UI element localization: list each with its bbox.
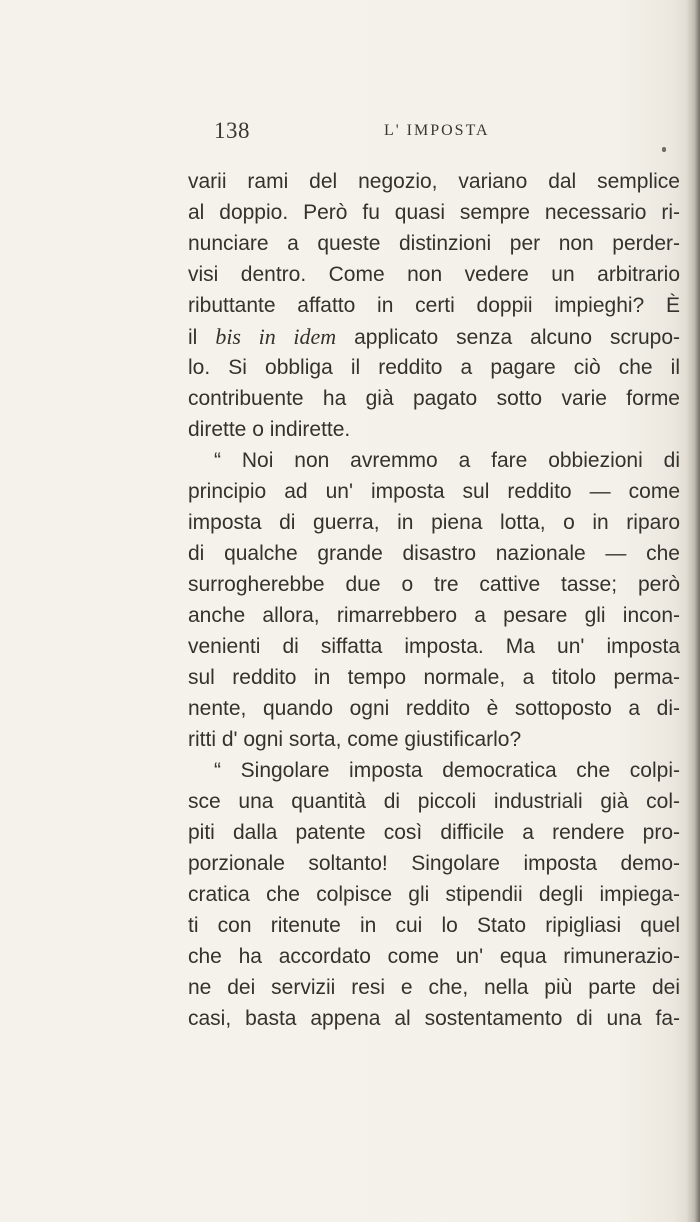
running-head	[188, 118, 680, 148]
text-line: sul reddito in tempo normale, a titolo perma-	[188, 666, 680, 689]
text-line: nente, quando ogni reddito è sottoposto a di-	[188, 697, 680, 720]
italic-phrase: bis in idem	[215, 324, 337, 349]
text-line: visi dentro. Come non vedere un arbitrario	[188, 263, 680, 286]
text-segment: applicato senza alcuno scrupo-	[336, 326, 680, 349]
text-line: ne dei servizii resi e che, nella più parte dei	[188, 976, 680, 999]
ink-speck	[662, 147, 666, 152]
text-line: che ha accordato come un' equa rimunerazio-	[188, 945, 680, 968]
text-line: al doppio. Però fu quasi sempre necessario ri-	[188, 201, 680, 224]
text-line: anche allora, rimarrebbero a pesare gli incon-	[188, 604, 680, 627]
text-line: di qualche grande disastro nazionale — che	[188, 542, 680, 565]
text-line: principio ad un' imposta sul reddito — come	[188, 480, 680, 503]
paragraph-end-line: dirette o indirette.	[188, 418, 351, 441]
text-line: casi, basta appena al sostentamento di una fa-	[188, 1007, 680, 1030]
text-line: piti dalla patente così difficile a rendere pro-	[188, 821, 680, 844]
text-line: surrogherebbe due o tre cattive tasse; però	[188, 573, 680, 596]
text-segment: il	[188, 326, 216, 349]
text-line: venienti di siffatta imposta. Ma un' imposta	[188, 635, 680, 658]
paragraph-start-line: “ Singolare imposta democratica che colpi-	[214, 759, 680, 782]
text-line: lo. Si obbliga il reddito a pagare ciò che il	[188, 356, 680, 379]
text-line: sce una quantità di piccoli industriali già col-	[188, 790, 680, 813]
text-line	[188, 321, 680, 352]
paragraph-end-line: ritti d' ogni sorta, come giustificarlo?	[188, 728, 522, 751]
page-number: 138	[214, 118, 250, 143]
running-title: L' IMPOSTA	[384, 122, 490, 139]
text-line: cratica che colpisce gli stipendii degli impiega-	[188, 883, 680, 906]
text-line: porzionale soltanto! Singolare imposta demo-	[188, 852, 680, 875]
text-line: varii rami del negozio, variano dal semplice	[188, 170, 680, 193]
paragraph-start-line: “ Noi non avremmo a fare obbiezioni di	[214, 449, 680, 472]
page-edge-shadow	[686, 0, 700, 1222]
text-line: contribuente ha già pagato sotto varie forme	[188, 387, 680, 410]
text-line: nunciare a queste distinzioni per non perder-	[188, 232, 680, 255]
body-text	[188, 166, 680, 1034]
text-line: ti con ritenute in cui lo Stato ripigliasi quel	[188, 914, 680, 937]
text-line: imposta di guerra, in piena lotta, o in riparo	[188, 511, 680, 534]
text-line: ributtante affatto in certi doppii impieghi? È	[188, 294, 680, 317]
